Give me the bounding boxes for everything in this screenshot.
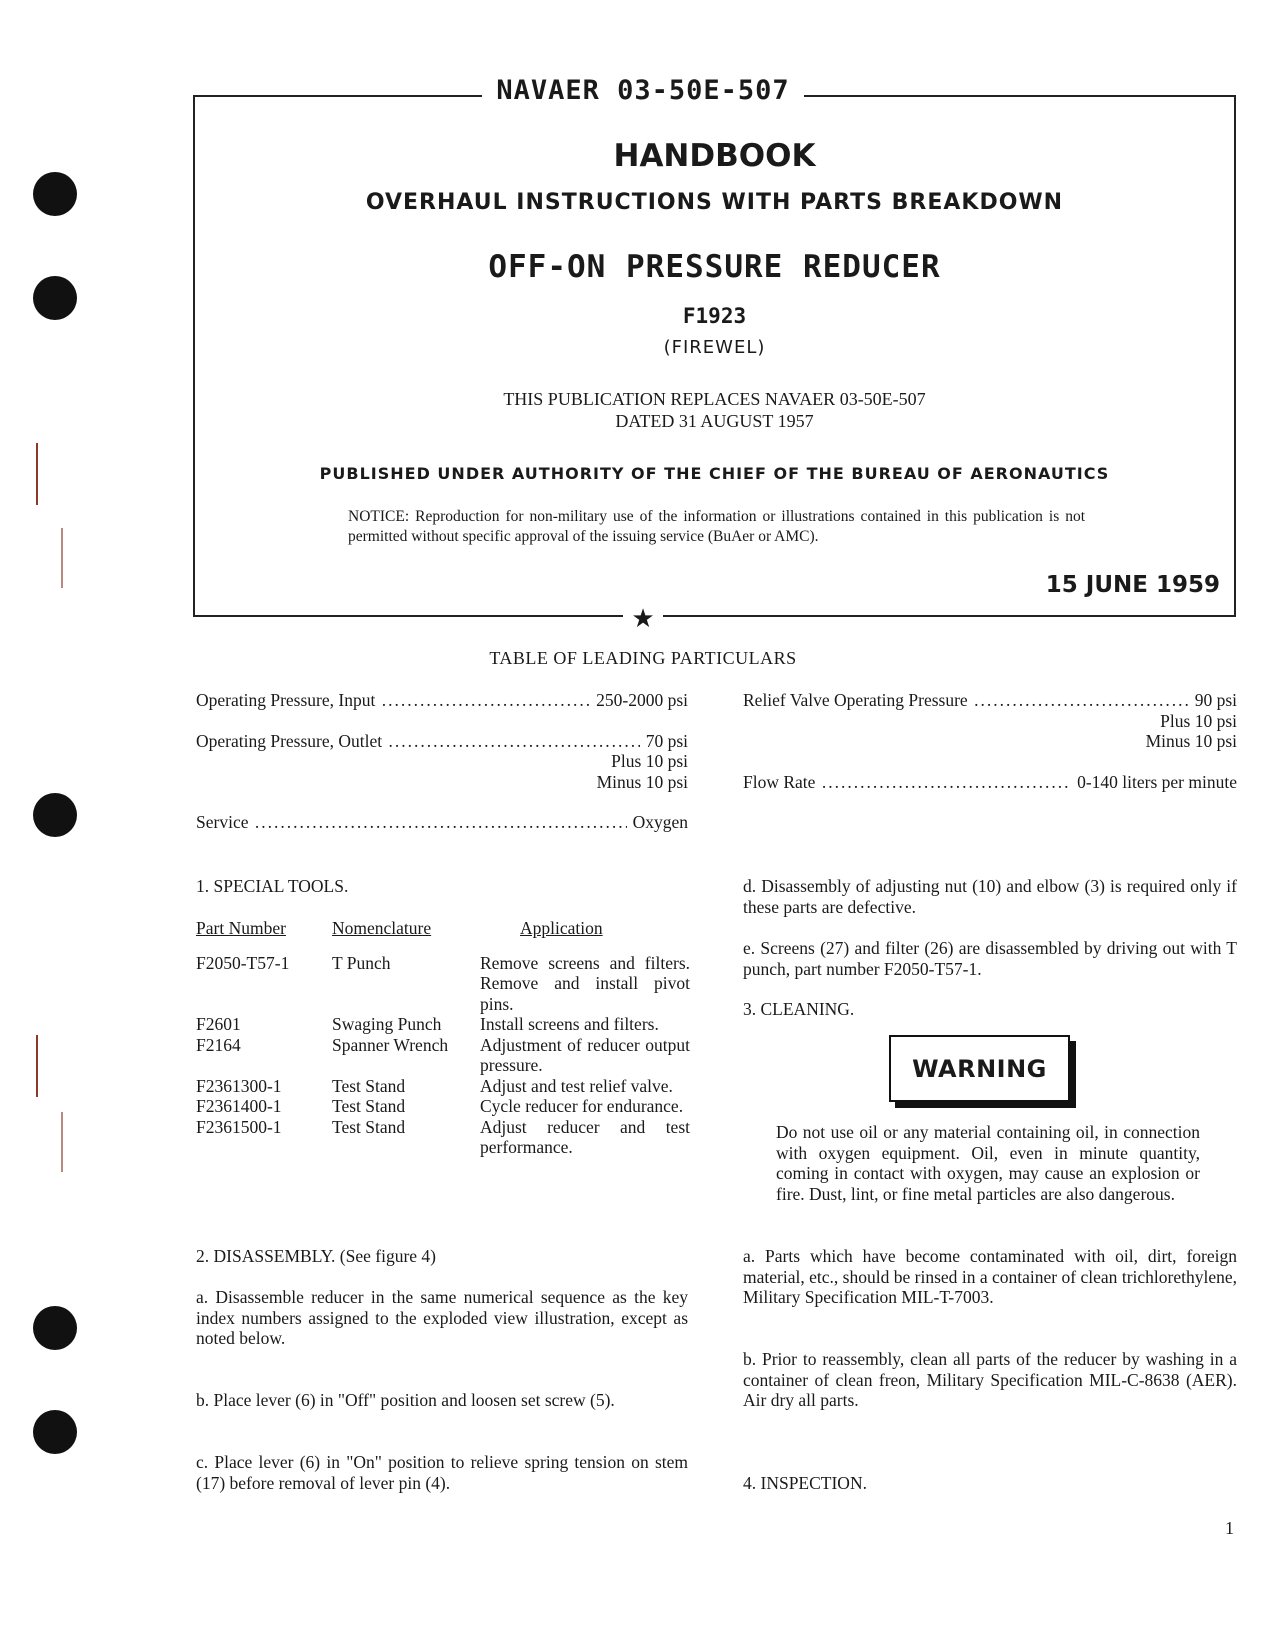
manufacturer: (FIREWEL)	[663, 337, 766, 358]
margin-mark	[36, 443, 38, 505]
binder-hole	[33, 276, 77, 320]
pub-number: NAVAER 03-50E-507	[0, 75, 1286, 106]
table-row: F2050-T57-1 T Punch Remove screens and filters. Remove and install pivot pins.	[196, 952, 690, 1014]
warning-text: Do not use oil or any material containing oil, in connection with oxygen equipment. Oil, even in minute quantity, coming in contact with oxygen, may cause an explosion or fire. Dust, lint, or fine metal particles are also dangerous.	[776, 1122, 1200, 1204]
warning-label: WARNING	[889, 1035, 1070, 1102]
star-icon: ★	[0, 604, 1286, 634]
particulars-heading: TABLE OF LEADING PARTICULARS	[489, 648, 797, 668]
col-header: Nomenclature	[332, 918, 432, 938]
disassembly-step-a: a. Disassemble reducer in the same numerical sequence as the key index numbers assigned to the exploded view illustration, except as noted below.	[196, 1287, 688, 1348]
table-row: F2164 Spanner Wrench Adjustment of reducer output pressure.	[196, 1034, 690, 1075]
col-header: Part Number	[196, 918, 286, 938]
cleaning-heading: 3. CLEANING.	[743, 999, 855, 1019]
binder-hole	[33, 172, 77, 216]
col-header: Application	[520, 918, 603, 938]
handbook-heading: HANDBOOK	[613, 138, 816, 174]
binder-hole	[33, 1410, 77, 1454]
disassembly-heading: 2. DISASSEMBLY. (See figure 4)	[196, 1246, 437, 1266]
cleaning-step-a: a. Parts which have become contaminated with oil, dirt, foreign material, etc., should be rinsed in a container of clean trichlorethylene, Military Specification MIL-T-7003.	[743, 1246, 1237, 1307]
disassembly-step-d: d. Disassembly of adjusting nut (10) and elbow (3) is required only if these parts are defective.	[743, 876, 1237, 917]
disassembly-step-e: e. Screens (27) and filter (26) are disassembled by driving out with T punch, part number F2050-T57-1.	[743, 938, 1237, 979]
particulars-left	[196, 690, 688, 833]
table-row: F2361300-1 Test Stand Adjust and test relief valve.	[196, 1075, 673, 1096]
model-number: F1923	[682, 304, 747, 328]
margin-mark	[61, 1112, 63, 1172]
disassembly-step-c: c. Place lever (6) in "On" position to relieve spring tension on stem (17) before removal of lever pin (4).	[196, 1452, 688, 1493]
particular-item: Operating Pressure, Input ..... 250-2000 psi	[196, 690, 688, 711]
reproduction-notice: NOTICE: Reproduction for non-military use of the information or illustrations contained in this publication is not permitted without specific approval of the issuing service (BuAer or AMC).	[348, 508, 1085, 545]
authority-line: PUBLISHED UNDER AUTHORITY OF THE CHIEF OF THE BUREAU OF AERONAUTICS	[319, 464, 1110, 483]
particular-item: Relief Valve Operating Pressure ..... 90 psi Plus 10 psi Minus 10 psi	[743, 690, 1237, 752]
table-row: F2601 Swaging Punch Install screens and filters.	[196, 1014, 659, 1034]
table-row: F2361400-1 Test Stand Cycle reducer for endurance.	[196, 1096, 684, 1116]
binder-hole	[33, 1306, 77, 1350]
replaces-notice: THIS PUBLICATION REPLACES NAVAER 03-50E-507 DATED 31 AUGUST 1957	[503, 389, 926, 431]
special-tools-heading: 1. SPECIAL TOOLS.	[196, 876, 349, 896]
margin-mark	[61, 528, 63, 588]
binder-hole	[33, 793, 77, 837]
margin-mark	[36, 1035, 38, 1097]
particular-item: Flow Rate ..... 0-140 liters per minute	[743, 772, 1237, 793]
particular-item: Operating Pressure, Outlet ..... 70 psi Plus 10 psi Minus 10 psi	[196, 731, 688, 793]
table-row: F2361500-1 Test Stand Adjust reducer and test performance.	[196, 1116, 690, 1157]
publication-date: 15 JUNE 1959	[1045, 572, 1220, 598]
page-number: 1	[1225, 1518, 1234, 1538]
disassembly-step-b: b. Place lever (6) in "Off" position and loosen set screw (5).	[196, 1390, 615, 1410]
subtitle: OVERHAUL INSTRUCTIONS WITH PARTS BREAKDOWN	[365, 190, 1064, 215]
document-title: OFF-ON PRESSURE REDUCER	[488, 249, 941, 285]
particulars-right	[743, 690, 1237, 792]
inspection-heading: 4. INSPECTION.	[743, 1473, 867, 1493]
particular-item: Service ..... Oxygen	[196, 812, 688, 833]
cleaning-step-b: b. Prior to reassembly, clean all parts of the reducer by washing in a container of clean freon, Military Specification MIL-C-8638 (AER). Air dry all parts.	[743, 1349, 1237, 1410]
special-tools-table	[196, 918, 690, 1158]
